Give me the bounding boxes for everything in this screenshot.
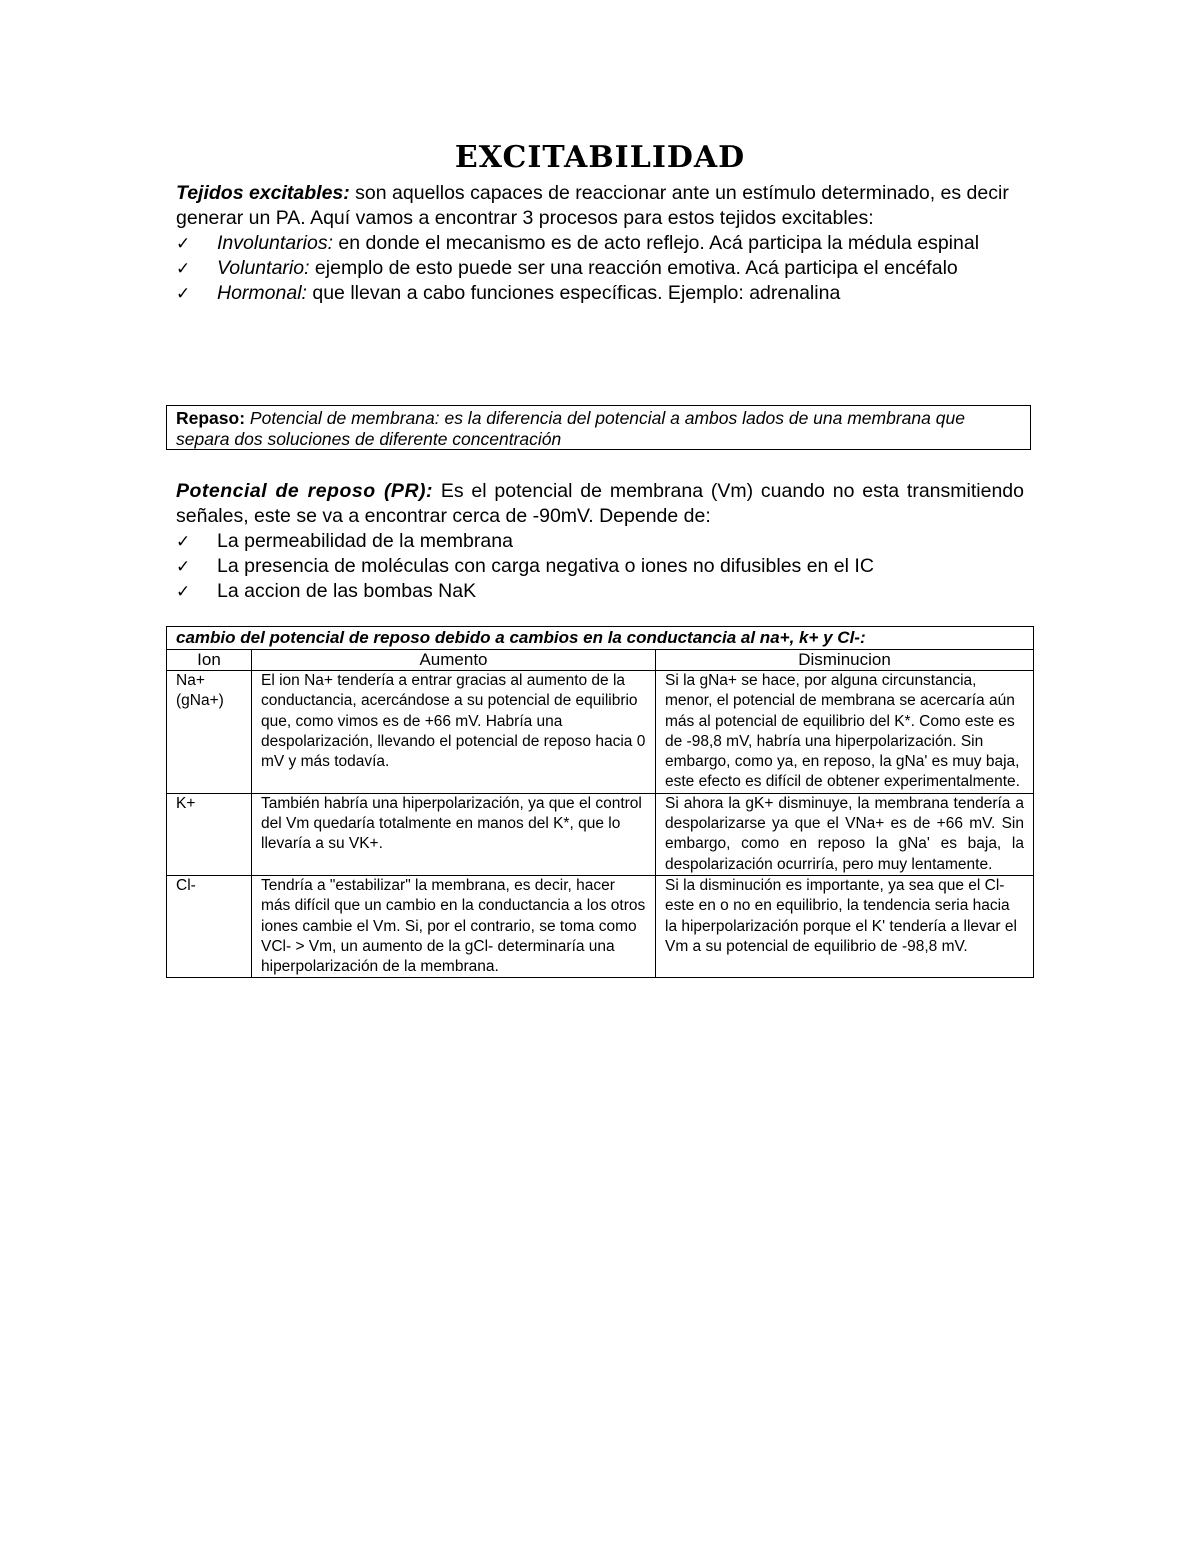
procesos-list [176,231,1024,306]
checkmark-icon: ✓ [176,532,191,551]
checkmark-icon: ✓ [176,234,191,253]
list-item [176,256,1024,281]
repaso-label: Repaso: [176,408,246,428]
checkmark-icon: ✓ [176,582,191,601]
proceso-term: Voluntario: [217,257,310,279]
list-item [176,529,1024,554]
checkmark-icon: ✓ [176,557,191,576]
proceso-term: Hormonal: [217,282,307,304]
tejidos-label: Tejidos excitables: [176,182,350,204]
proceso-text: en donde el mecanismo es de acto reflejo. Acá participa la médula espinal [332,232,980,254]
repaso-text: Potencial de membrana: es la diferencia del potencial a ambos lados de una membrana que separa dos soluciones de diferente concentración [176,408,965,449]
column-header: Aumento [252,650,656,671]
tejidos-text: son aquellos capaces de reaccionar ante un estímulo determinado, es decir generar un PA. Aquí vamos a encontrar 3 procesos para estos tejidos excitables: [176,182,1009,229]
aumento-cell: El ion Na+ tendería a entrar gracias al aumento de la conductancia, acercándose a su potencial de equilibrio que, como vimos es de +66 mV. Habría una despolarización, llevando el potencial de reposo hacia 0 mV y más todavía. [252,671,656,794]
tejidos-section [176,181,1024,306]
column-header: Ion [167,650,252,671]
column-header: Disminucion [656,650,1034,671]
tejidos-paragraph [176,181,1024,231]
repaso-box [166,405,1031,450]
conductancia-table [166,626,1034,978]
table-row [167,793,1034,875]
table-row [167,671,1034,794]
proceso-text: que llevan a cabo funciones específicas. Ejemplo: adrenalina [306,282,841,304]
reposo-item: La presencia de moléculas con carga negativa o iones no difusibles en el IC [217,555,874,577]
reposo-section [176,479,1024,604]
table-header-row [167,650,1034,671]
proceso-text: ejemplo de esto puede ser una reacción emotiva. Acá participa el encéfalo [309,257,958,279]
aumento-cell: Tendría a "estabilizar" la membrana, es decir, hacer más difícil que un cambio en la conductancia a los otros iones cambie el Vm. Si, por el contrario, se toma como VCl- > Vm, un aumento de la gCl- determinaría una hiperpolarización de la membrana. [252,875,656,977]
disminucion-cell: Si la disminución es importante, ya sea que el Cl- este en o no en equilibrio, la tendencia seria hacia la hiperpolarización porque el K' tendería a llevar el Vm a su potencial de equilibrio de -98,8 mV. [656,875,1034,977]
ion-cell: Cl- [167,875,252,977]
reposo-list [176,529,1024,604]
disminucion-cell: Si ahora la gK+ disminuye, la membrana tendería a despolarizarse ya que el VNa+ es de +66 mV. Sin embargo, como en reposo la gNa' es baja, la despolarización ocurriría, pero muy lentamente. [656,793,1034,875]
list-item [176,579,1024,604]
table-caption-row [167,627,1034,650]
proceso-term: Involuntarios: [217,232,333,254]
reposo-text: Es el potencial de membrana (Vm) cuando no esta transmitiendo señales, este se va a encontrar cerca de -90mV. Depende de: [176,480,1024,527]
list-item [176,231,1024,256]
checkmark-icon: ✓ [176,259,191,278]
table-caption: cambio del potencial de reposo debido a cambios en la conductancia al na+, k+ y Cl-: [167,627,1034,650]
ion-cell: K+ [167,793,252,875]
list-item [176,554,1024,579]
reposo-item: La permeabilidad de la membrana [217,530,513,552]
table-row [167,875,1034,977]
reposo-paragraph [176,479,1024,529]
list-item [176,281,1024,306]
reposo-label: Potencial de reposo (PR): [176,480,434,502]
ion-cell: Na+ (gNa+) [167,671,252,794]
aumento-cell: También habría una hiperpolarización, ya que el control del Vm quedaría totalmente en manos del K*, que lo llevaría a su VK+. [252,793,656,875]
disminucion-cell: Si la gNa+ se hace, por alguna circunstancia, menor, el potencial de membrana se acercaría aún más al potencial de equilibrio del K*. Como este es de -98,8 mV, habría una hiperpolarización. Sin embargo, como ya, en reposo, la gNa' es muy baja, este efecto es difícil de obtener experimentalmente. [656,671,1034,794]
page-title: EXCITABILIDAD [454,140,746,175]
reposo-item: La accion de las bombas NaK [217,580,477,602]
checkmark-icon: ✓ [176,284,191,303]
